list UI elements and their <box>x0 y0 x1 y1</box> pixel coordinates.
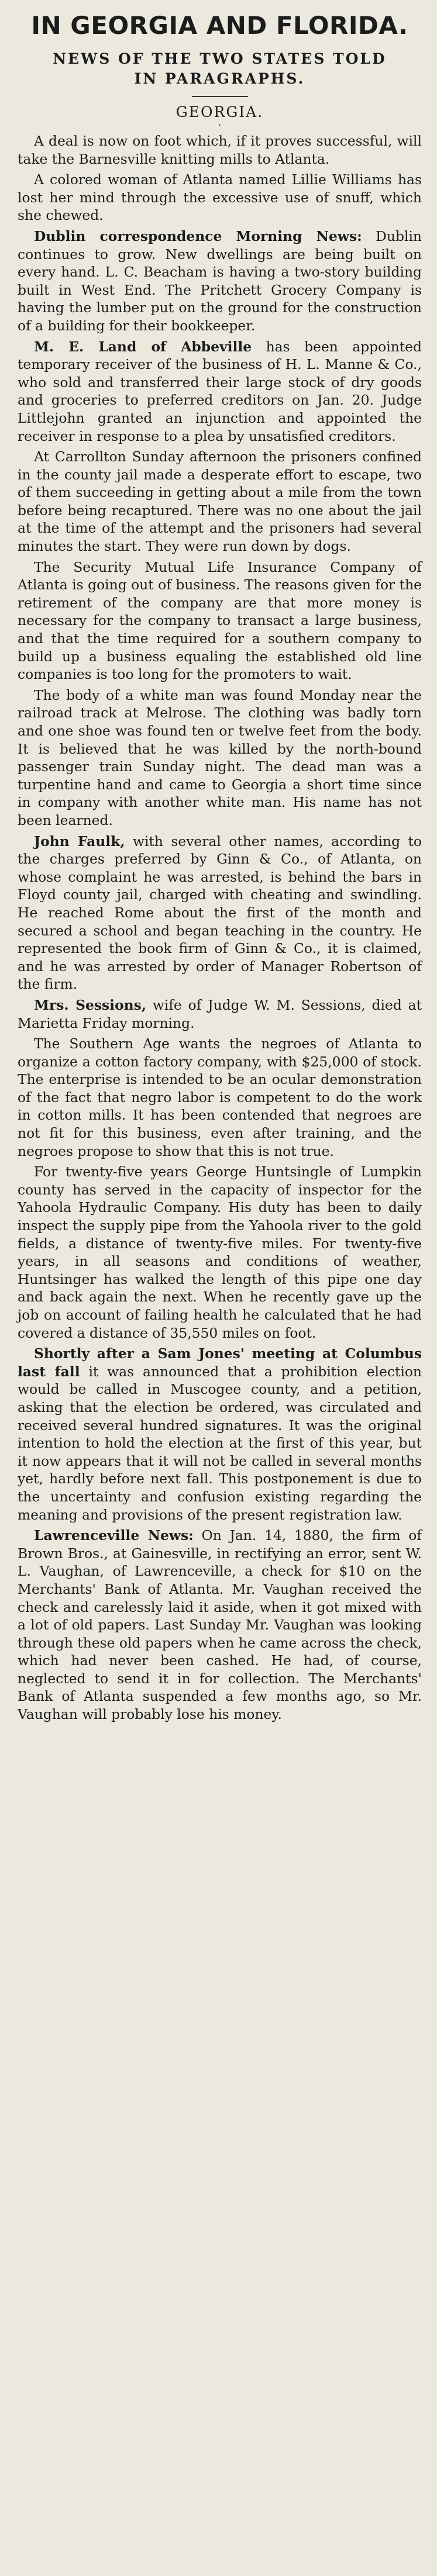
article-body: with several other names, according to the charges preferred by Ginn & Co., of Atlanta, on whose complaint he was arrested, is behind the bars in Floyd county jail, charged with cheating and swindling. He reached Rome about the first of the month and secured a school and began teaching in the country. He represented the book firm of Ginn & Co., it is claimed, and he was arrested by order of Manager Robertson of the firm. <box>18 833 422 993</box>
article-body: wife of Judge W. M. Sessions, died at Marietta Friday morning. <box>18 996 422 1031</box>
article-paragraph <box>18 558 422 683</box>
article-paragraph <box>18 833 422 993</box>
article-lead: M. E. Land of Abbeville <box>34 338 252 355</box>
subheadline-line-2: IN PARAGRAPHS. <box>134 70 305 87</box>
article-body: it was announced that a prohibition election would be called in Muscogee county, and a petition, asking that the election be ordered, was circulated and received several hundred signatures. It was the original intention to hold the election at the first of this year, but it now appears that it will not be called in several months yet, hardly before next fall. This postponement is due to the uncertainty and confusion existing regarding the meaning and provisions of the present registration law. <box>18 1363 422 1523</box>
subheadline <box>18 49 422 89</box>
article-paragraph <box>18 338 422 446</box>
article-paragraph <box>18 996 422 1032</box>
article-lead: Mrs. Sessions, <box>34 996 146 1013</box>
article-list <box>18 132 422 1724</box>
article-lead: Shortly after a Sam Jones' meeting at Columbus last fall <box>18 1345 422 1380</box>
article-lead: Dublin correspondence Morning News: <box>34 227 362 244</box>
section-dot: · <box>218 119 222 132</box>
article-paragraph <box>18 1035 422 1160</box>
article-body: The body of a white man was found Monday near the railroad track at Melrose. The clothing was badly torn and one shoe was found ten or twelve feet from the body. It is believed that he was killed by the north-bound passenger train Sunday night. The dead man was a turpentine hand and came to Georgia a short time since in company with another white man. His name has not been learned. <box>18 686 422 828</box>
article-paragraph <box>18 448 422 555</box>
section-title: GEORGIA. <box>176 103 264 120</box>
article-body: A deal is now on foot which, if it proves successful, will take the Barnesville knitting mills to Atlanta. <box>18 133 422 167</box>
article-body: has been appointed temporary receiver of the business of H. L. Manne & Co., who sold and transferred their large stock of dry goods and groceries to preferred creditors on Jan. 20. Judge Littlejohn granted an injunction and appointed the receiver in response to a plea by unsatisfied creditors. <box>18 338 422 444</box>
article-lead: Lawrenceville News: <box>34 1527 194 1544</box>
article-body: The Security Mutual Life Insurance Company of Atlanta is going out of business. The reasons given for the retirement of the company are that more money is necessary for the company to transact a large business, and that the time required for a southern company to build up a business equaling the established old line companies is too long for the promoters to wait. <box>18 558 422 683</box>
article-paragraph <box>18 686 422 830</box>
article-body: Dublin continues to grow. New dwellings are being built on every hand. L. C. Beacham is having a two-story building built in West End. The Pritchett Grocery Company is having the lumber put on the ground for the construction of a building for their bookkeeper. <box>18 227 422 334</box>
article-body: For twenty-five years George Huntsingle of Lumpkin county has served in the capacity of inspector for the Yahoola Hydraulic Company. His duty has been to daily inspect the supply pipe from the Yahoola river to the gold fields, a distance of twenty-five miles. For twenty-five years, in all seasons and conditions of weather, Huntsinger has walked the length of this pipe one day and back again the next. When he recently gave up the job on account of failing health he calculated that he had covered a distance of 35,550 miles on foot. <box>18 1163 422 1341</box>
article-body: A colored woman of Atlanta named Lillie Williams has lost her mind through the excessive use of snuff, which she chewed. <box>18 171 422 224</box>
article-body: At Carrollton Sunday afternoon the prisoners confined in the county jail made a desperate effort to escape, two of them succeeding in getting about a mile from the town before being recaptured. There was no one about the jail at the time of the attempt and the prisoners had several minutes the start. They were run down by dogs. <box>18 448 422 555</box>
article-paragraph <box>18 171 422 225</box>
article-body: The Southern Age wants the negroes of Atlanta to organize a cotton factory company, with $25,000 of stock. The enterprise is intended to be an ocular demonstration of the fact that negro labor is competent to do the work in cotton mills. It has been contended that negroes are not fit for this business, even after training, and the negroes propose to show that this is not true. <box>18 1035 422 1159</box>
divider <box>192 96 248 97</box>
article-paragraph <box>18 132 422 168</box>
article-body: On Jan. 14, 1880, the firm of Brown Bros., at Gainesville, in rectifying an error, sent W. L. Vaughan, of Lawrenceville, a check for $10 on the Merchants' Bank of Atlanta. Mr. Vaughan received the check and carelessly laid it aside, when it got mixed with a lot of old papers. Last Sunday Mr. Vaughan was looking through these old papers when he came across the check, which had never been cashed. He had, of course, neglected to send it in for collection. The Merchants' Bank of Atlanta suspended a few months ago, so Mr. Vaughan will probably lose his money. <box>18 1527 422 1723</box>
article-paragraph <box>18 227 422 335</box>
headline: IN GEORGIA AND FLORIDA. <box>31 11 408 40</box>
article-lead: John Faulk, <box>34 833 125 850</box>
article-paragraph <box>18 1527 422 1724</box>
subheadline-line-1: NEWS OF THE TWO STATES TOLD <box>53 50 387 67</box>
article-paragraph <box>18 1345 422 1524</box>
article-paragraph <box>18 1163 422 1342</box>
